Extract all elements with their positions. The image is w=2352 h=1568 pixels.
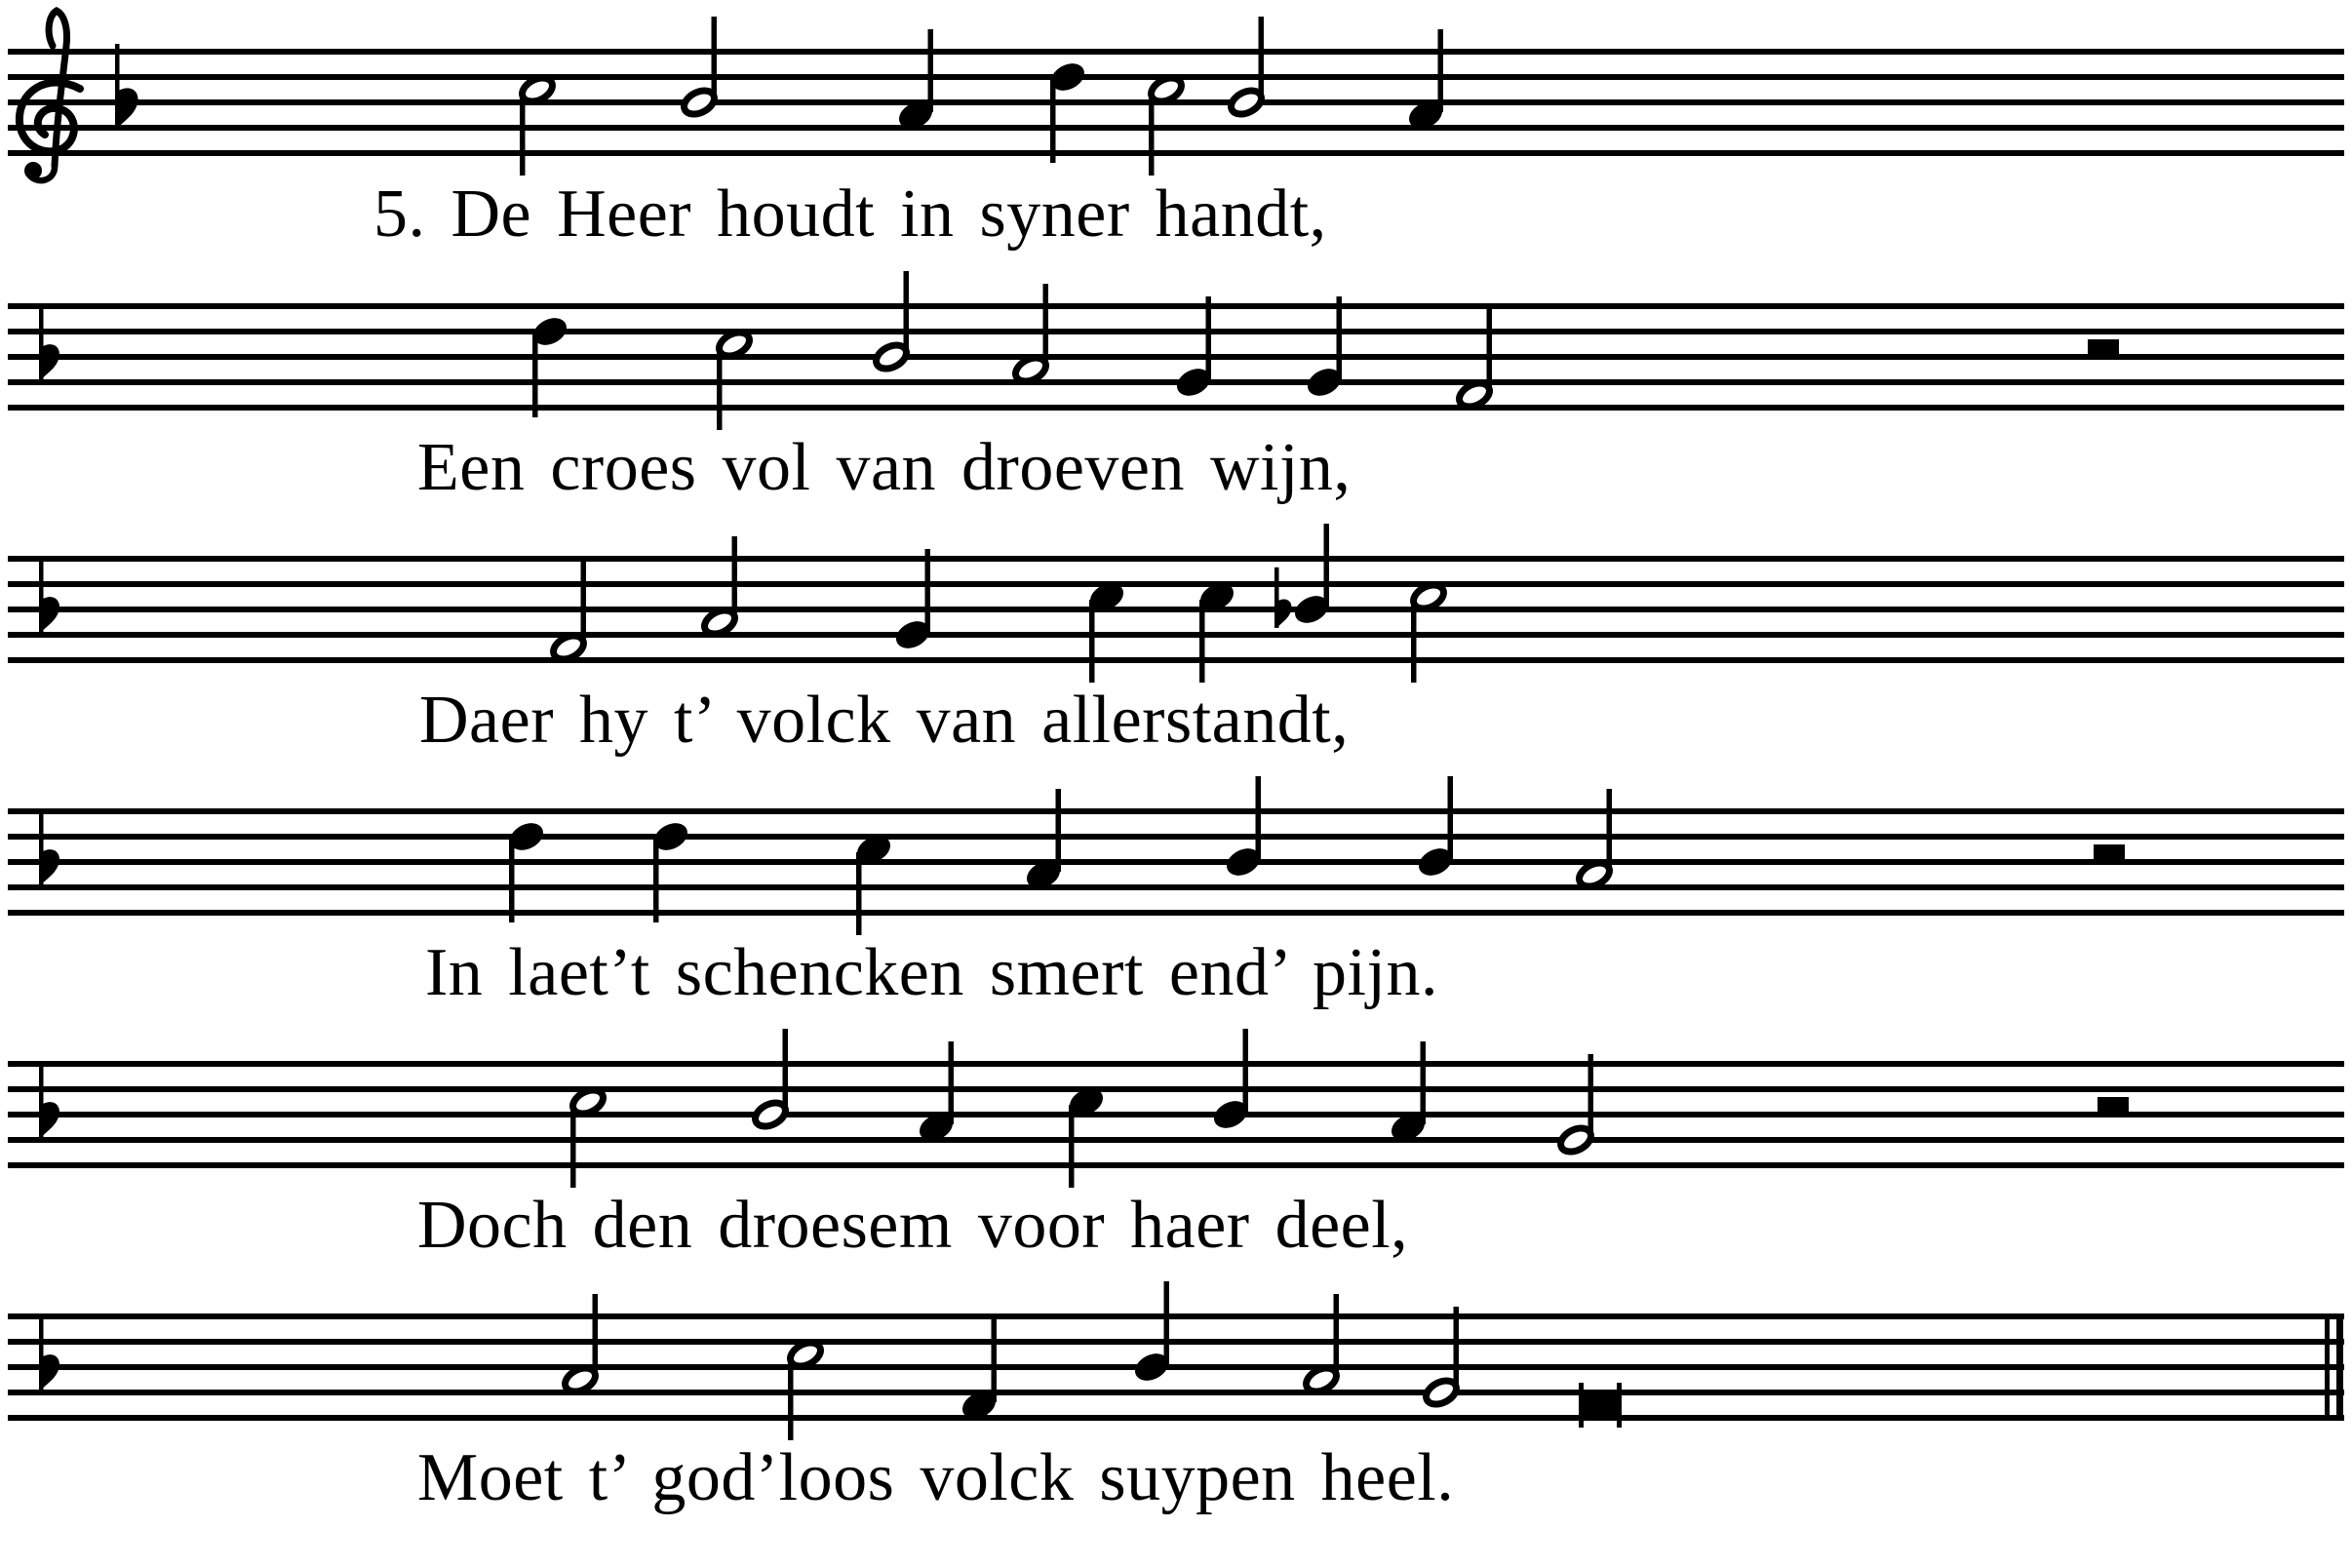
note-stem (1206, 296, 1212, 379)
note-c5-q (1196, 578, 1237, 683)
lyric-line-2: Een croes vol van droeven wijn, (417, 430, 1352, 505)
note-stem (1259, 17, 1265, 99)
key-signature-flat-icon (39, 810, 59, 884)
note-stem (949, 1041, 955, 1124)
note-a4-q (894, 29, 936, 134)
staff-line (8, 884, 2344, 890)
note-stem (1164, 1281, 1170, 1364)
note-stem (520, 93, 526, 176)
staff-line (8, 581, 2344, 587)
note-stem (928, 29, 934, 112)
staff-line (8, 1112, 2344, 1117)
note-b4-q (1130, 1281, 1172, 1386)
staff-line (8, 1086, 2344, 1092)
staff-4 (8, 776, 2344, 935)
note-a4-h (701, 536, 739, 639)
note-b4-q (1222, 776, 1264, 881)
staff-line (8, 1339, 2344, 1345)
staff-line (8, 1313, 2344, 1319)
staff-line (8, 405, 2344, 411)
note-stem (1448, 776, 1454, 859)
note-d5-q (649, 818, 691, 922)
note-stem (788, 1357, 794, 1440)
staff-line (8, 303, 2344, 309)
note-g4-h (1557, 1054, 1595, 1156)
staff-line (8, 657, 2344, 663)
staff-5 (8, 1029, 2344, 1188)
note-a4-h (562, 1294, 600, 1396)
staff-line (8, 49, 2344, 55)
note-a4-h (1576, 789, 1614, 891)
breve-note-head (1584, 1395, 1617, 1415)
key-signature-flat-icon (39, 1063, 59, 1137)
final-barline (2336, 1313, 2343, 1421)
note-d5-q (529, 313, 570, 417)
note-stem (532, 334, 538, 417)
note-stem (1324, 524, 1330, 607)
lyric-line-5: Doch den droesem voor haer deel, (417, 1188, 1409, 1263)
note-stem (925, 549, 931, 632)
key-signature-flat-icon (39, 558, 59, 632)
note-stem (1438, 29, 1444, 112)
staff-line (8, 910, 2344, 916)
note-stem (1050, 80, 1056, 163)
note-d5-q (1046, 59, 1088, 163)
final-barline (2325, 1313, 2330, 1421)
note-stem (1411, 600, 1417, 683)
note-c5-q (852, 831, 894, 935)
note-stem (1149, 93, 1155, 176)
note-stem (581, 562, 587, 645)
note-stem (1337, 296, 1343, 379)
staff-3 (8, 524, 2344, 683)
staff-line (8, 1137, 2344, 1143)
note-stem (1607, 789, 1613, 872)
note-stem (1056, 789, 1062, 872)
note-stem (1588, 1054, 1594, 1137)
key-signature-flat-icon (115, 44, 138, 128)
staff-2 (8, 271, 2344, 430)
note-f4-h (1456, 309, 1494, 412)
note-c5-h (1148, 73, 1186, 176)
note-g4-q (1172, 296, 1214, 401)
note-stem (570, 1105, 576, 1188)
staff-line (8, 1415, 2344, 1421)
note-f4-h (550, 562, 588, 664)
note-stem (1487, 309, 1493, 392)
lyric-line-1: 5. De Heer houdt in syner handt, (373, 176, 1327, 252)
staff-line (8, 1390, 2344, 1395)
lyric-line-4: In laet’t schencken smert end’ pijn. (425, 935, 1438, 1010)
staff-line (8, 1162, 2344, 1168)
note-a4-q (1022, 789, 1064, 893)
note-a4-q (1387, 1041, 1429, 1146)
note-g4-h (1423, 1307, 1461, 1409)
note-b4-h (681, 17, 719, 119)
note-c5-h (787, 1338, 825, 1440)
note-stem (712, 17, 718, 99)
note-stem (1334, 1294, 1340, 1377)
note-stem (856, 852, 862, 935)
staff-line (8, 556, 2344, 562)
note-b4-h (873, 271, 911, 373)
note-c5-h (1410, 580, 1448, 683)
staff-line (8, 808, 2344, 814)
lyric-line-3: Daer hy t’ volck van allerstandt, (419, 683, 1350, 758)
note-stem (1199, 600, 1205, 683)
key-signature-flat-icon (39, 305, 59, 379)
staff-line (8, 125, 2344, 131)
note-c5-q (1065, 1083, 1107, 1188)
half-rest (2094, 844, 2125, 859)
note-b4-q (1414, 776, 1456, 881)
note-g4-q (891, 549, 933, 653)
staff-line (8, 150, 2344, 156)
note-b4-h (1228, 17, 1266, 119)
staff-line (8, 859, 2344, 865)
note-b4-q (1209, 1029, 1251, 1133)
note-c5-h (569, 1085, 608, 1188)
note-a4-q (1404, 29, 1446, 134)
staff-1 (8, 11, 2344, 180)
staff-line (8, 329, 2344, 334)
note-stem (732, 536, 738, 619)
note-stem (783, 1029, 789, 1112)
note-stem (509, 840, 515, 922)
note-c5-h (519, 73, 557, 176)
note-stem (1069, 1105, 1075, 1188)
note-stem (1421, 1041, 1427, 1124)
note-f4-q (958, 1319, 1000, 1424)
note-stem (1454, 1307, 1460, 1390)
note-c5-q (1085, 578, 1127, 683)
note-a4-h (1012, 284, 1050, 386)
staff-line (8, 1061, 2344, 1067)
note-stem (1089, 600, 1095, 683)
note-c5-h (716, 328, 754, 430)
note-a4-h (1303, 1294, 1341, 1396)
note-stem (1243, 1029, 1249, 1112)
note-d5-q (505, 818, 547, 922)
note-stem (904, 271, 910, 354)
staff-line (8, 834, 2344, 840)
note-stem (717, 347, 723, 430)
staff-line (8, 354, 2344, 360)
note-g4-q (1303, 296, 1345, 401)
half-rest (2088, 339, 2119, 354)
note-stem (653, 840, 659, 922)
staff-line (8, 1364, 2344, 1370)
accidental-flat-icon (1274, 568, 1292, 628)
staff-line (8, 379, 2344, 385)
note-stem (593, 1294, 599, 1377)
note-stem (992, 1319, 998, 1402)
note-stem (1256, 776, 1262, 859)
half-rest (2097, 1097, 2129, 1112)
note-f4-breve (1579, 1383, 1622, 1428)
key-signature-flat-icon (39, 1315, 59, 1390)
staff-6 (8, 1281, 2344, 1440)
staff-line (8, 632, 2344, 638)
note-b4-h (752, 1029, 790, 1131)
note-a4-q (915, 1041, 957, 1146)
note-stem (1043, 284, 1049, 367)
lyric-line-6: Moet t’ god’loos volck suypen heel. (417, 1440, 1455, 1515)
staff-line (8, 607, 2344, 612)
staff-line (8, 99, 2344, 105)
note-b4-q (1274, 524, 1333, 628)
